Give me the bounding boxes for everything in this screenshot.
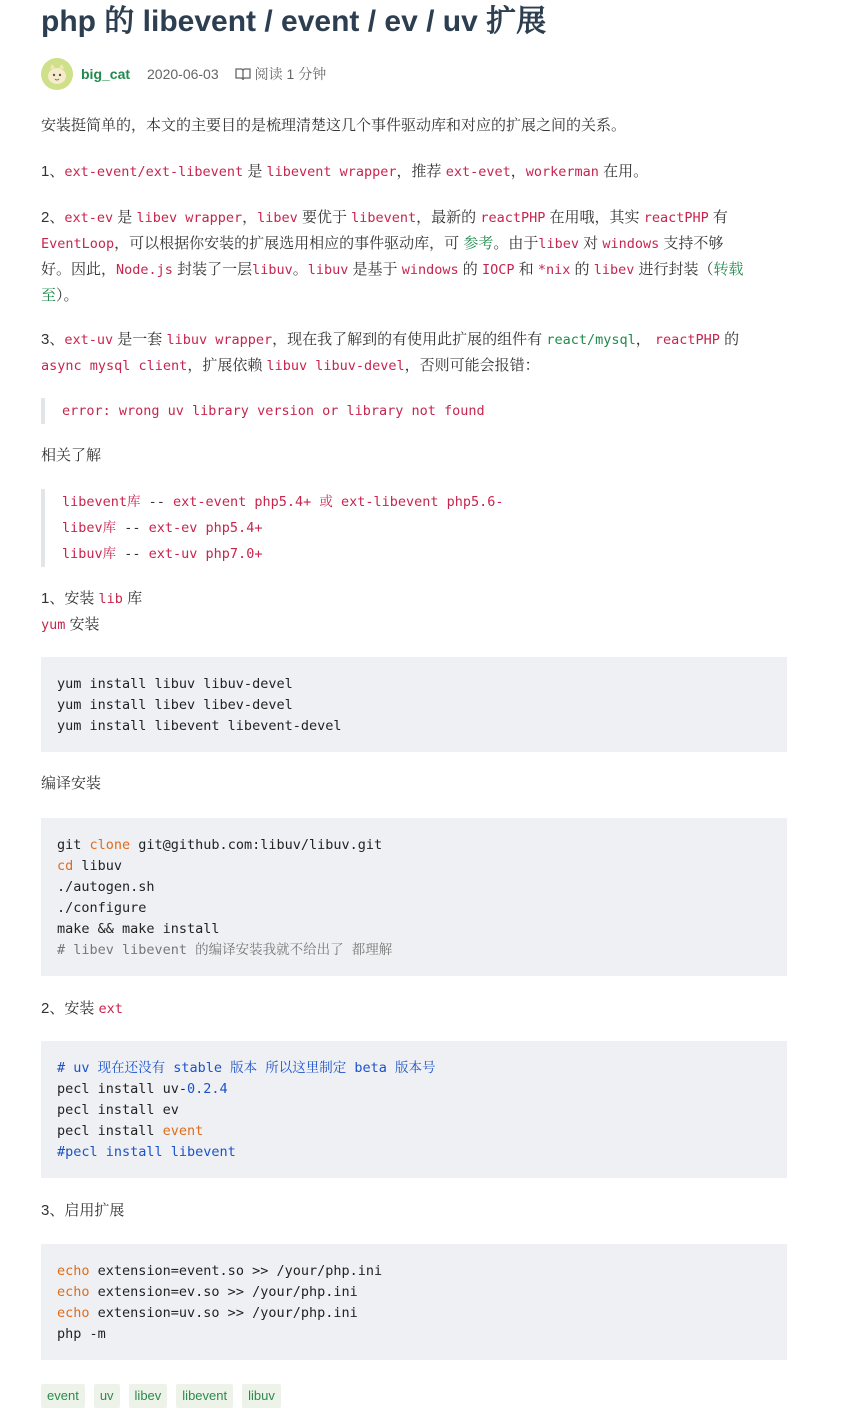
- text: 是基于: [348, 261, 402, 278]
- code-text: extension=uv.so >> /your/php.ini: [89, 1305, 358, 1321]
- text: ，可以根据你安装的扩展选用相应的事件驱动库，可: [114, 235, 464, 252]
- yum-line: [41, 612, 787, 638]
- inline-code: lib: [98, 591, 123, 607]
- reference-link[interactable]: 参考: [463, 235, 494, 252]
- inline-code: libuv: [307, 262, 349, 278]
- code-line: [57, 1282, 771, 1303]
- paragraph-2: [41, 205, 787, 308]
- separator: --: [140, 494, 174, 510]
- separator: --: [116, 520, 149, 536]
- code-comment: #pecl install libevent: [57, 1144, 236, 1160]
- paragraph-1: [41, 159, 787, 185]
- ext-name: ext-ev php5.4+: [148, 520, 263, 536]
- text: 2、安装: [41, 1000, 99, 1017]
- inline-code: libev wrapper: [136, 210, 243, 226]
- inline-code: libev: [593, 262, 635, 278]
- code-line: [57, 1121, 771, 1142]
- text: 对: [579, 235, 603, 252]
- read-time: [235, 64, 327, 84]
- text: ，现在我了解到的有使用此扩展的组件有: [272, 331, 547, 348]
- enable-code-block: [41, 1244, 787, 1360]
- code-line: yum install libev libev-devel: [57, 697, 293, 713]
- related-item: [62, 541, 781, 567]
- code-keyword: echo: [57, 1305, 90, 1321]
- error-message: error: wrong uv library version or library not found: [62, 403, 485, 419]
- code-line: [57, 1079, 771, 1100]
- text: 是一套: [113, 331, 167, 348]
- code-keyword: echo: [57, 1284, 90, 1300]
- related-item: [62, 515, 781, 541]
- code-keyword: cd: [57, 858, 74, 874]
- code-keyword: echo: [57, 1263, 90, 1279]
- error-quote: [41, 398, 781, 424]
- read-time-label: 阅读 1 分钟: [254, 66, 327, 82]
- text: 安装: [65, 616, 100, 633]
- inline-code: libev: [538, 236, 579, 252]
- text: 2、: [41, 209, 65, 226]
- intro-paragraph: 安装挺简单的，本文的主要目的是梳理清楚这几个事件驱动库和对应的扩展之间的关系。: [41, 117, 627, 134]
- repost-link[interactable]: 转载: [713, 261, 744, 278]
- cat-avatar-icon: [41, 58, 73, 90]
- inline-code: async mysql client: [41, 358, 188, 374]
- related-heading: 相关了解: [41, 447, 102, 464]
- react-mysql-link[interactable]: react/mysql: [546, 332, 636, 348]
- step-3-heading: 3、启用扩展: [41, 1202, 125, 1219]
- code-line: ./configure: [57, 900, 147, 916]
- inline-code: libuv wrapper: [166, 332, 273, 348]
- code-line: ./autogen.sh: [57, 879, 155, 895]
- text: 1、: [41, 163, 65, 180]
- code-text: git@github.com:libuv/libuv.git: [130, 837, 383, 853]
- code-line: yum install libevent libevent-devel: [57, 718, 342, 734]
- code-keyword: event: [162, 1123, 204, 1139]
- inline-code: ext-uv: [64, 332, 114, 348]
- paragraph-2-line-2: [41, 231, 787, 257]
- text: 1、安装: [41, 590, 99, 607]
- inline-code: libevent wrapper: [266, 164, 397, 180]
- code-line: yum install libuv libuv-devel: [57, 676, 293, 692]
- step-2-heading: [41, 996, 787, 1022]
- inline-code: EventLoop: [41, 236, 115, 252]
- author-avatar[interactable]: [41, 58, 73, 90]
- related-item: [62, 489, 781, 515]
- text: 3、: [41, 331, 65, 348]
- text: 。由于: [493, 235, 539, 252]
- text: ）。: [56, 287, 79, 304]
- paragraph-3-line-1: [41, 327, 787, 353]
- code-line: make && make install: [57, 921, 220, 937]
- text: 库: [122, 590, 143, 607]
- text: 是: [113, 209, 137, 226]
- book-icon: [235, 67, 251, 81]
- text: ，: [242, 209, 258, 226]
- tag-libevent[interactable]: libevent: [176, 1384, 233, 1408]
- text: 有: [708, 209, 728, 226]
- ext-name: ext-uv php7.0+: [148, 546, 263, 562]
- inline-code: reactPHP: [643, 210, 709, 226]
- compile-code-block: [41, 818, 787, 976]
- paragraph-3: [41, 327, 787, 379]
- code-line: [57, 1303, 771, 1324]
- lib-name: libev库: [62, 520, 117, 536]
- lib-name: libuv库: [62, 546, 117, 562]
- inline-code: reactPHP: [480, 210, 546, 226]
- text: 支持不够: [659, 235, 724, 252]
- inline-code: libuv: [252, 262, 293, 278]
- inline-code: reactPHP: [654, 332, 720, 348]
- yum-code-block: [41, 657, 787, 752]
- compile-heading: 编译安装: [41, 775, 102, 792]
- repost-link-continued[interactable]: 至: [41, 287, 57, 304]
- tag-uv[interactable]: uv: [94, 1384, 120, 1408]
- text: 封装了一层: [172, 261, 253, 278]
- inline-code: ext: [98, 1001, 123, 1017]
- inline-code: Node.js: [116, 262, 173, 278]
- inline-code: ext-event/ext-libevent: [64, 164, 244, 180]
- code-line: pecl install ev: [57, 1102, 179, 1118]
- text: 和: [514, 261, 538, 278]
- text: ，否则可能会报错：: [404, 357, 540, 374]
- text: 要优于: [297, 209, 352, 226]
- related-list: [41, 489, 781, 567]
- ext-name: ext-event php5.4+ 或 ext-libevent php5.6-: [173, 494, 504, 510]
- step-1-heading: [41, 586, 787, 638]
- code-line: [57, 1261, 771, 1282]
- inline-code: libuv libuv-devel: [266, 358, 405, 374]
- inline-code: workerman: [525, 164, 599, 180]
- article-title: php 的 libevent / event / ev / uv 扩展: [41, 5, 547, 38]
- tag-libev[interactable]: libev: [129, 1384, 168, 1408]
- code-comment: # uv 现在还没有 stable 版本 所以这里制定 beta 版本号: [57, 1060, 436, 1076]
- code-comment: # libev libevent 的编译安装我就不给出了 都理解: [57, 942, 393, 958]
- text: ，: [510, 163, 526, 180]
- text: 的: [570, 261, 594, 278]
- paragraph-2-line-3: [41, 257, 787, 283]
- code-number: 0.2.4: [187, 1081, 228, 1097]
- text: 进行封装（: [634, 261, 714, 278]
- tag-event[interactable]: event: [41, 1384, 85, 1408]
- code-text: libuv: [73, 858, 123, 874]
- tag-list: [41, 1384, 281, 1408]
- inline-code: *nix: [537, 262, 571, 278]
- separator: --: [116, 546, 149, 562]
- inline-code: windows: [401, 262, 459, 278]
- text: ，最新的: [416, 209, 481, 226]
- lib-name: libevent库: [62, 494, 141, 510]
- inline-code: IOCP: [481, 262, 515, 278]
- text: ，扩展依赖: [187, 357, 267, 374]
- paragraph-2-line-4: [41, 283, 787, 308]
- author-name[interactable]: big_cat: [81, 66, 131, 82]
- code-text: extension=event.so >> /your/php.ini: [89, 1263, 383, 1279]
- step-1-line: [41, 586, 787, 612]
- text: 在用哦，其实: [545, 209, 644, 226]
- code-line: [57, 856, 771, 877]
- text: 在用。: [598, 163, 649, 180]
- text: 的: [458, 261, 482, 278]
- text: ，: [635, 331, 655, 348]
- inline-code: libevent: [351, 210, 417, 226]
- code-line: php -m: [57, 1326, 106, 1342]
- post-date: 2020-06-03: [147, 66, 219, 82]
- paragraph-2-line-1: [41, 205, 787, 231]
- text: 。: [292, 261, 308, 278]
- inline-code: ext-evet: [445, 164, 511, 180]
- inline-code: libev: [257, 210, 298, 226]
- inline-code: windows: [602, 236, 660, 252]
- code-line: [57, 835, 771, 856]
- tag-libuv[interactable]: libuv: [242, 1384, 281, 1408]
- code-text: pecl install uv-: [57, 1081, 188, 1097]
- inline-code: yum: [41, 617, 66, 633]
- code-text: extension=ev.so >> /your/php.ini: [89, 1284, 358, 1300]
- text: 好。因此，: [41, 261, 117, 278]
- paragraph-3-line-2: [41, 353, 787, 379]
- pecl-code-block: [41, 1041, 787, 1178]
- text: ，推荐: [396, 163, 446, 180]
- inline-code: ext-ev: [64, 210, 114, 226]
- code-text: git: [57, 837, 90, 853]
- article-meta: [41, 58, 326, 90]
- code-text: pecl install: [57, 1123, 163, 1139]
- text: 的: [719, 331, 740, 348]
- code-keyword: clone: [89, 837, 131, 853]
- text: 是: [243, 163, 267, 180]
